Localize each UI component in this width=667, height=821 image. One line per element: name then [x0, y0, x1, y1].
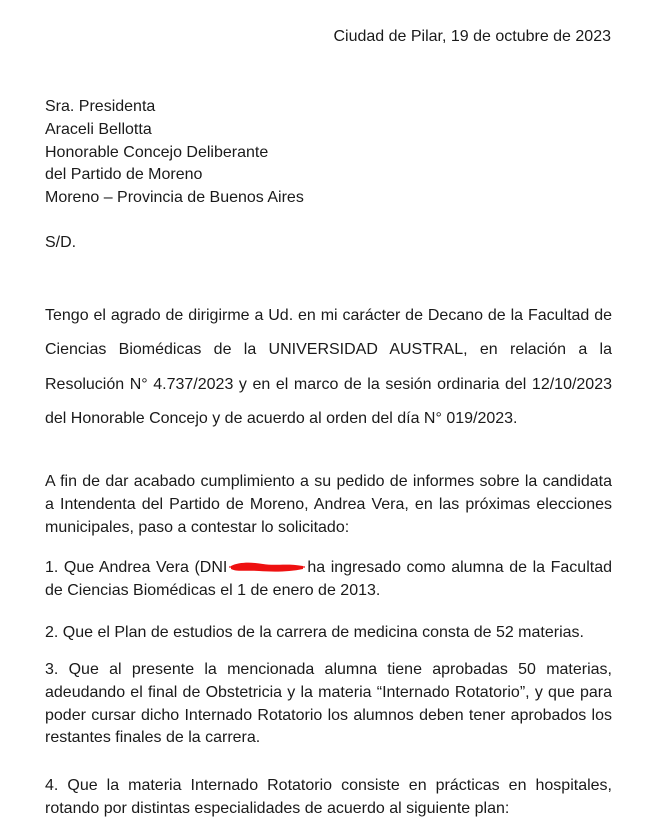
recipient-line: del Partido de Moreno — [45, 166, 203, 184]
redaction-mark — [229, 560, 305, 574]
paragraph-item-1 — [45, 557, 612, 603]
paragraph-item-4: 4. Que la materia Internado Rotatorio consiste en prácticas en hospitales, rotando por distintas especialidades de acuerdo al siguiente plan: — [45, 777, 612, 817]
redaction-scribble-icon — [229, 560, 305, 574]
paragraph-item-3: 3. Que al presente la mencionada alumna tiene aprobadas 50 materias, adeudando el final de Obstetricia y la materia “Internado Rotatorio”, y que para poder cursar dicho Internado Rotatorio los alumnos deben tener aprobados los restantes finales de la carrera. — [45, 661, 612, 747]
paragraph-introduction: Tengo el agrado de dirigirme a Ud. en mi carácter de Decano de la Facultad de Ciencias Biomédicas de la UNIVERSIDAD AUSTRAL, en relación a la Resolución N° 4.737/2023 y en el marco de la sesión ordinaria del 12/10/2023 del Honorable Concejo y de acuerdo al orden del día N° 019/2023. — [45, 307, 612, 428]
item-1-text-end: ha ingresado como alumna de la Facultad de Ciencias Biomédicas el 1 de enero de 2013. — [45, 559, 612, 599]
recipient-line: Sra. Presidenta — [45, 98, 156, 115]
paragraph-item-2: 2. Que el Plan de estudios de la carrera de medicina consta de 52 materias. — [45, 624, 584, 641]
recipient-line: Araceli Bellotta — [45, 120, 152, 138]
recipient-line: Honorable Concejo Deliberante — [45, 143, 269, 161]
item-1-text-start: 1. Que Andrea Vera (DNI — [45, 559, 228, 576]
salutation: S/D. — [45, 234, 77, 251]
recipient-line: Moreno – Provincia de Buenos Aires — [45, 189, 304, 207]
paragraph-purpose: A fin de dar acabado cumplimiento a su pedido de informes sobre la candidata a Intendenta del Partido de Moreno, Andrea Vera, en las próximas elecciones municipales, paso a contestar lo solicitado: — [45, 473, 612, 536]
letter-date: Ciudad de Pilar, 19 de octubre de 2023 — [333, 28, 611, 45]
recipient-block — [45, 96, 304, 210]
